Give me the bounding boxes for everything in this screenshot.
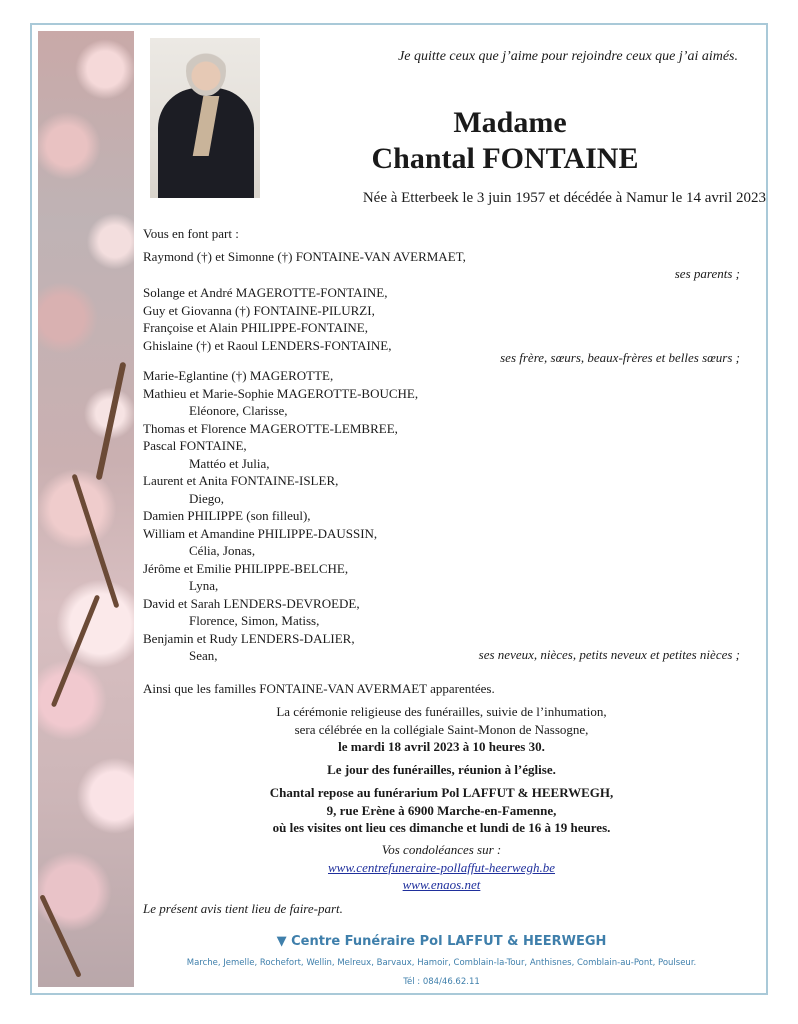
triangle-icon: ▼ xyxy=(276,934,287,949)
intro-text: Vous en font part : xyxy=(143,226,239,241)
footer-towns: Marche, Jemelle, Rochefort, Wellin, Melreux, Barvaux, Hamoir, Comblain-la-Tour, Anthisnes, Comblain-au-Pont, Poulseur. xyxy=(186,958,697,968)
footer-company xyxy=(144,934,739,949)
footer-company-name: Centre Funéraire Pol LAFFUT & HEERWEGH xyxy=(291,934,607,949)
list-item: William et Amandine PHILIPPE-DAUSSIN, xyxy=(143,525,378,541)
list-item: David et Sarah LENDERS-DEVROEDE, xyxy=(143,595,360,611)
families-line: Ainsi que les familles FONTAINE-VAN AVERMAET apparentées. xyxy=(143,681,495,696)
list-item: Laurent et Anita FONTAINE-ISLER, xyxy=(143,473,339,488)
list-item: Benjamin et Rudy LENDERS-DALIER, xyxy=(143,630,355,646)
parents-line: Raymond (†) et Simonne (†) FONTAINE-VAN AVERMAET, xyxy=(143,249,466,264)
title-honorific: Madame xyxy=(453,106,567,139)
notice-line: Le présent avis tient lieu de faire-part. xyxy=(143,901,343,916)
list-item: Marie-Eglantine (†) MAGEROTTE, xyxy=(143,368,334,383)
siblings-label: ses frère, sœurs, beaux-frères et belles sœurs ; xyxy=(500,350,740,365)
list-item: Lyna, xyxy=(189,578,219,593)
list-item: Pascal FONTAINE, xyxy=(143,438,247,453)
condolence-link-funeral-center[interactable]: www.centrefuneraire-pollaffut-heerwegh.be xyxy=(328,859,555,875)
list-item: Ghislaine (†) et Raoul LENDERS-FONTAINE, xyxy=(143,337,392,353)
ceremony-line-2: sera célébrée en la collégiale Saint-Monon de Nassogne, xyxy=(294,721,589,737)
list-item: Mathieu et Marie-Sophie MAGEROTTE-BOUCHE, xyxy=(143,385,419,401)
funerarium-block xyxy=(144,784,739,837)
meeting-line: Le jour des funérailles, réunion à l’église. xyxy=(327,762,556,777)
cherry-blossom-border-image xyxy=(38,31,134,987)
condolences-label: Vos condoléances sur : xyxy=(381,842,502,857)
rest-line-1: Chantal repose au funérarium Pol LAFFUT & HEERWEGH, xyxy=(269,785,614,800)
list-item: Damien PHILIPPE (son filleul), xyxy=(143,508,311,523)
birth-death-line: Née à Etterbeek le 3 juin 1957 et décédée à Namur le 14 avril 2023 xyxy=(362,190,766,206)
list-item: Jérôme et Emilie PHILIPPE-BELCHE, xyxy=(143,560,349,576)
nephews-label: ses neveux, nièces, petits neveux et petites nièces ; xyxy=(478,647,740,662)
list-item: Françoise et Alain PHILIPPE-FONTAINE, xyxy=(143,320,368,335)
footer-phone: Tél : 084/46.62.11 xyxy=(403,977,480,987)
ceremony-line-1: La cérémonie religieuse des funérailles, suivie de l’inhumation, xyxy=(276,704,607,719)
condolences-block xyxy=(144,841,739,894)
list-item: Mattéo et Julia, xyxy=(189,455,270,471)
portrait-photo xyxy=(150,38,260,198)
list-item: Sean, xyxy=(189,648,218,663)
ceremony-block xyxy=(144,703,739,756)
list-item: Florence, Simon, Matiss, xyxy=(189,613,320,628)
rest-line-3: où les visites ont lieu ces dimanche et lundi de 16 à 19 heures. xyxy=(272,820,611,835)
ceremony-date: le mardi 18 avril 2023 à 10 heures 30. xyxy=(338,739,545,754)
list-item: Célia, Jonas, xyxy=(189,543,256,558)
siblings-list xyxy=(143,284,391,354)
list-item: Thomas et Florence MAGEROTTE-LEMBREE, xyxy=(143,420,398,436)
condolence-link-enaos[interactable]: www.enaos.net xyxy=(402,877,481,892)
nephews-list xyxy=(143,367,418,665)
list-item: Eléonore, Clarisse, xyxy=(189,403,288,418)
deceased-name: Chantal FONTAINE xyxy=(371,142,639,175)
list-item: Solange et André MAGEROTTE-FONTAINE, xyxy=(143,285,388,300)
list-item: Diego, xyxy=(189,490,225,506)
quote: Je quitte ceux que j’aime pour rejoindre ceux que j’ai aimés. xyxy=(398,49,738,64)
rest-line-2: 9, rue Erène à 6900 Marche-en-Famenne, xyxy=(326,802,557,818)
list-item: Guy et Giovanna (†) FONTAINE-PILURZI, xyxy=(143,302,375,318)
parents-label: ses parents ; xyxy=(674,266,740,281)
